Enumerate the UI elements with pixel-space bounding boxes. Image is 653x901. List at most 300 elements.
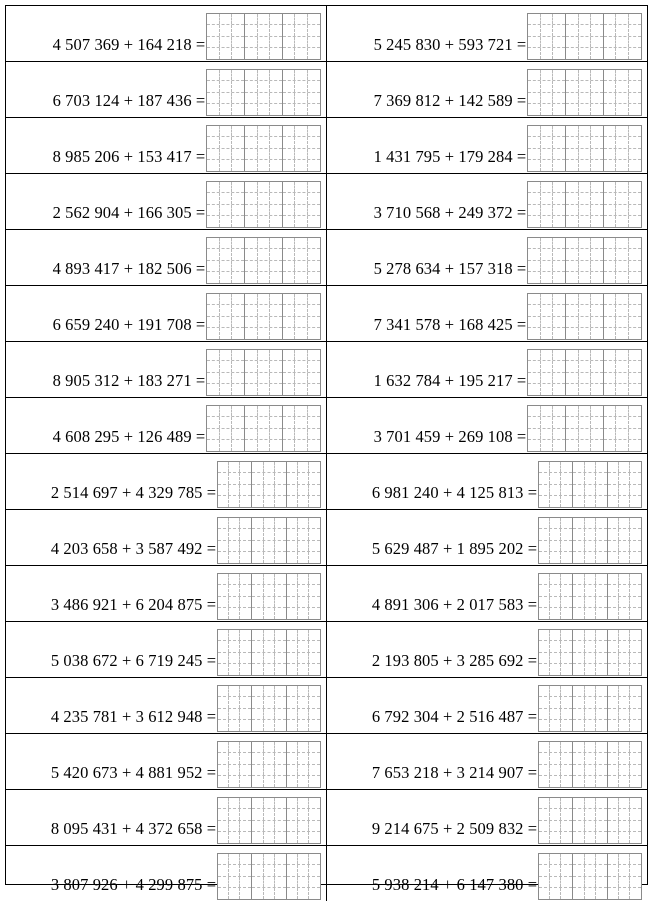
answer-grid-cell[interactable] (573, 753, 584, 764)
answer-grid-cell[interactable] (295, 417, 307, 428)
answer-grid-cell[interactable] (298, 641, 309, 652)
answer-grid-cell[interactable] (287, 641, 298, 652)
answer-grid-cell[interactable] (591, 182, 603, 193)
answer-grid-cell[interactable] (553, 429, 565, 440)
answer-grid-cell[interactable] (541, 361, 553, 372)
answer-grid-cell[interactable] (579, 182, 591, 193)
answer-grid-cell[interactable] (298, 686, 309, 697)
answer-grid-cell[interactable] (258, 350, 270, 361)
answer-grid-cell[interactable] (270, 182, 282, 193)
answer-grid-cell[interactable] (585, 653, 596, 664)
answer-grid-cell[interactable] (608, 462, 619, 473)
answer-grid-cell[interactable] (541, 373, 553, 384)
answer-grid-cell[interactable] (629, 373, 641, 384)
answer-grid-cell[interactable] (561, 765, 572, 776)
answer-grid-cell[interactable] (283, 361, 295, 372)
answer-grid-cell[interactable] (240, 765, 251, 776)
answer-grid-cell[interactable] (616, 14, 628, 25)
answer-grid-cell[interactable] (619, 608, 630, 619)
answer-grid-cell[interactable] (541, 193, 553, 204)
answer-grid-cell[interactable] (298, 552, 309, 563)
answer-grid-cell[interactable] (218, 653, 229, 664)
answer-grid-cell[interactable] (287, 529, 298, 540)
answer-grid-cell[interactable] (585, 832, 596, 843)
answer-grid-cell[interactable] (550, 597, 561, 608)
answer-grid-cell[interactable] (539, 776, 550, 787)
answer-grid-cell[interactable] (573, 552, 584, 563)
answer-grid-cell[interactable] (232, 182, 244, 193)
answer-grid-cell[interactable] (295, 272, 307, 283)
answer-grid-cell[interactable] (604, 417, 616, 428)
answer-grid-cell[interactable] (207, 70, 219, 81)
answer-grid-cell[interactable] (275, 496, 286, 507)
answer-grid-cell[interactable] (298, 541, 309, 552)
answer-grid-cell[interactable] (541, 149, 553, 160)
answer-grid-cell[interactable] (232, 305, 244, 316)
answer-grid-cell[interactable] (566, 261, 578, 272)
answer-grid-cell[interactable] (629, 328, 641, 339)
answer-grid-cell[interactable] (604, 373, 616, 384)
answer-grid-cell[interactable] (308, 14, 320, 25)
answer-grid-cell[interactable] (630, 865, 641, 876)
answer-grid-cell[interactable] (604, 317, 616, 328)
answer-grid-cell[interactable] (270, 406, 282, 417)
answer-grid-cell[interactable] (550, 529, 561, 540)
answer-grid-cell[interactable] (270, 249, 282, 260)
answer-grid-cell[interactable] (619, 697, 630, 708)
answer-grid-cell[interactable] (232, 126, 244, 137)
answer-grid-cell[interactable] (264, 753, 275, 764)
answer-grid-cell[interactable] (591, 14, 603, 25)
answer-grid-cell[interactable] (275, 664, 286, 675)
answer-grid-cell[interactable] (604, 70, 616, 81)
answer-grid-cell[interactable] (591, 48, 603, 59)
answer-grid-cell[interactable] (295, 373, 307, 384)
answer-grid-cell[interactable] (245, 182, 257, 193)
answer-grid-cell[interactable] (283, 93, 295, 104)
answer-grid-cell[interactable] (579, 126, 591, 137)
answer-grid-cell[interactable] (550, 630, 561, 641)
answer-grid-cell[interactable] (585, 865, 596, 876)
answer-grid-cell[interactable] (283, 25, 295, 36)
answer-grid-cell[interactable] (245, 205, 257, 216)
answer-grid-cell[interactable] (604, 440, 616, 451)
answer-grid-cell[interactable] (245, 193, 257, 204)
answer-grid-cell[interactable] (252, 574, 263, 585)
answer-grid-cell[interactable] (245, 104, 257, 115)
answer-grid-cell[interactable] (579, 294, 591, 305)
answer-grid-cell[interactable] (619, 496, 630, 507)
answer-grid-cell[interactable] (245, 272, 257, 283)
answer-grid-cell[interactable] (616, 384, 628, 395)
answer-grid-cell[interactable] (264, 720, 275, 731)
answer-grid-cell[interactable] (298, 877, 309, 888)
answer-grid-cell[interactable] (232, 317, 244, 328)
answer-grid-cell[interactable] (218, 832, 229, 843)
answer-grid-cell[interactable] (207, 272, 219, 283)
answer-grid-cell[interactable] (298, 697, 309, 708)
answer-grid-cell[interactable] (604, 149, 616, 160)
answer-grid-cell[interactable] (550, 664, 561, 675)
answer-grid-cell[interactable] (240, 597, 251, 608)
answer-grid-cell[interactable] (553, 440, 565, 451)
answer-grid-cell[interactable] (566, 93, 578, 104)
answer-grid-cell[interactable] (629, 429, 641, 440)
answer-grid-cell[interactable] (270, 272, 282, 283)
answer-grid-cell[interactable] (619, 821, 630, 832)
answer-grid-cell[interactable] (218, 888, 229, 899)
answer-grid-cell[interactable] (579, 104, 591, 115)
answer-grid-cell[interactable] (604, 182, 616, 193)
answer-grid-cell[interactable] (220, 261, 232, 272)
answer-grid-cell[interactable] (561, 854, 572, 865)
answer-grid-cell[interactable] (252, 798, 263, 809)
answer-grid-cell[interactable] (283, 294, 295, 305)
answer-grid-cell[interactable] (596, 529, 607, 540)
answer-grid-cell[interactable] (298, 664, 309, 675)
answer-grid-cell[interactable] (573, 664, 584, 675)
answer-grid-cell[interactable] (608, 877, 619, 888)
answer-grid-cell[interactable] (566, 14, 578, 25)
answer-grid-cell[interactable] (566, 149, 578, 160)
answer-grid-cell[interactable] (207, 317, 219, 328)
answer-grid-cell[interactable] (258, 104, 270, 115)
answer-grid-cell[interactable] (616, 305, 628, 316)
answer-grid-cell[interactable] (270, 261, 282, 272)
answer-grid-cell[interactable] (240, 888, 251, 899)
answer-grid-cell[interactable] (528, 305, 540, 316)
answer-grid-cell[interactable] (629, 361, 641, 372)
answer-grid-cell[interactable] (218, 776, 229, 787)
answer-grid-cell[interactable] (218, 585, 229, 596)
answer-grid-cell[interactable] (270, 361, 282, 372)
answer-grid-cell[interactable] (629, 317, 641, 328)
answer-grid-cell[interactable] (539, 529, 550, 540)
answer-grid-cell[interactable] (596, 697, 607, 708)
answer-grid-cell[interactable] (630, 518, 641, 529)
answer-grid-cell[interactable] (573, 765, 584, 776)
answer-grid-cell[interactable] (298, 585, 309, 596)
answer-grid-cell[interactable] (550, 877, 561, 888)
answer-grid-cell[interactable] (287, 809, 298, 820)
answer-grid-cell[interactable] (619, 462, 630, 473)
answer-grid-cell[interactable] (573, 518, 584, 529)
answer-grid-cell[interactable] (619, 753, 630, 764)
answer-grid-cell[interactable] (566, 37, 578, 48)
answer-grid-cell[interactable] (245, 81, 257, 92)
answer-grid-cell[interactable] (275, 720, 286, 731)
answer-grid-cell[interactable] (591, 350, 603, 361)
answer-grid-cell[interactable] (553, 361, 565, 372)
answer-grid-cell[interactable] (207, 182, 219, 193)
answer-grid[interactable] (217, 685, 321, 732)
answer-grid-cell[interactable] (604, 137, 616, 148)
answer-grid-cell[interactable] (220, 25, 232, 36)
answer-grid-cell[interactable] (264, 664, 275, 675)
answer-grid-cell[interactable] (619, 765, 630, 776)
answer-grid-cell[interactable] (240, 653, 251, 664)
answer-grid-cell[interactable] (298, 462, 309, 473)
answer-grid-cell[interactable] (220, 14, 232, 25)
answer-grid-cell[interactable] (604, 238, 616, 249)
answer-grid-cell[interactable] (608, 664, 619, 675)
answer-grid-cell[interactable] (295, 149, 307, 160)
answer-grid-cell[interactable] (270, 81, 282, 92)
answer-grid-cell[interactable] (596, 518, 607, 529)
answer-grid-cell[interactable] (596, 720, 607, 731)
answer-grid-cell[interactable] (539, 832, 550, 843)
answer-grid-cell[interactable] (287, 765, 298, 776)
answer-grid-cell[interactable] (604, 160, 616, 171)
answer-grid-cell[interactable] (245, 126, 257, 137)
answer-grid-cell[interactable] (258, 361, 270, 372)
answer-grid-cell[interactable] (232, 137, 244, 148)
answer-grid-cell[interactable] (220, 238, 232, 249)
answer-grid-cell[interactable] (287, 630, 298, 641)
answer-grid-cell[interactable] (528, 160, 540, 171)
answer-grid-cell[interactable] (275, 877, 286, 888)
answer-grid-cell[interactable] (629, 93, 641, 104)
answer-grid-cell[interactable] (528, 440, 540, 451)
answer-grid-cell[interactable] (579, 406, 591, 417)
answer-grid-cell[interactable] (295, 305, 307, 316)
answer-grid-cell[interactable] (298, 888, 309, 899)
answer-grid-cell[interactable] (258, 14, 270, 25)
answer-grid-cell[interactable] (566, 182, 578, 193)
answer-grid-cell[interactable] (308, 361, 320, 372)
answer-grid-cell[interactable] (591, 104, 603, 115)
answer-grid-cell[interactable] (283, 350, 295, 361)
answer-grid-cell[interactable] (608, 608, 619, 619)
answer-grid-cell[interactable] (308, 25, 320, 36)
answer-grid-cell[interactable] (585, 697, 596, 708)
answer-grid-cell[interactable] (553, 182, 565, 193)
answer-grid-cell[interactable] (561, 686, 572, 697)
answer-grid-cell[interactable] (252, 753, 263, 764)
answer-grid-cell[interactable] (573, 776, 584, 787)
answer-grid-cell[interactable] (561, 552, 572, 563)
answer-grid-cell[interactable] (240, 821, 251, 832)
answer-grid-cell[interactable] (218, 798, 229, 809)
answer-grid-cell[interactable] (232, 350, 244, 361)
answer-grid-cell[interactable] (579, 317, 591, 328)
answer-grid-cell[interactable] (295, 48, 307, 59)
answer-grid-cell[interactable] (561, 653, 572, 664)
answer-grid-cell[interactable] (229, 653, 240, 664)
answer-grid-cell[interactable] (528, 81, 540, 92)
answer-grid-cell[interactable] (591, 81, 603, 92)
answer-grid[interactable] (538, 797, 642, 844)
answer-grid-cell[interactable] (240, 742, 251, 753)
answer-grid-cell[interactable] (619, 877, 630, 888)
answer-grid-cell[interactable] (573, 541, 584, 552)
answer-grid[interactable] (206, 125, 321, 172)
answer-grid-cell[interactable] (218, 720, 229, 731)
answer-grid-cell[interactable] (252, 697, 263, 708)
answer-grid-cell[interactable] (270, 440, 282, 451)
answer-grid-cell[interactable] (298, 720, 309, 731)
answer-grid-cell[interactable] (629, 294, 641, 305)
answer-grid-cell[interactable] (287, 888, 298, 899)
answer-grid-cell[interactable] (287, 574, 298, 585)
answer-grid-cell[interactable] (585, 630, 596, 641)
answer-grid-cell[interactable] (566, 429, 578, 440)
answer-grid-cell[interactable] (270, 160, 282, 171)
answer-grid-cell[interactable] (616, 272, 628, 283)
answer-grid-cell[interactable] (616, 238, 628, 249)
answer-grid[interactable] (538, 685, 642, 732)
answer-grid-cell[interactable] (541, 429, 553, 440)
answer-grid-cell[interactable] (264, 877, 275, 888)
answer-grid-cell[interactable] (566, 361, 578, 372)
answer-grid-cell[interactable] (245, 216, 257, 227)
answer-grid-cell[interactable] (553, 384, 565, 395)
answer-grid-cell[interactable] (579, 193, 591, 204)
answer-grid-cell[interactable] (308, 373, 320, 384)
answer-grid-cell[interactable] (252, 720, 263, 731)
answer-grid-cell[interactable] (561, 809, 572, 820)
answer-grid-cell[interactable] (258, 193, 270, 204)
answer-grid-cell[interactable] (616, 81, 628, 92)
answer-grid-cell[interactable] (275, 541, 286, 552)
answer-grid-cell[interactable] (528, 205, 540, 216)
answer-grid-cell[interactable] (270, 205, 282, 216)
answer-grid-cell[interactable] (604, 305, 616, 316)
answer-grid-cell[interactable] (207, 48, 219, 59)
answer-grid-cell[interactable] (245, 361, 257, 372)
answer-grid-cell[interactable] (596, 798, 607, 809)
answer-grid-cell[interactable] (630, 709, 641, 720)
answer-grid-cell[interactable] (283, 216, 295, 227)
answer-grid-cell[interactable] (252, 765, 263, 776)
answer-grid-cell[interactable] (596, 574, 607, 585)
answer-grid-cell[interactable] (308, 328, 320, 339)
answer-grid-cell[interactable] (616, 37, 628, 48)
answer-grid[interactable] (206, 349, 321, 396)
answer-grid-cell[interactable] (232, 373, 244, 384)
answer-grid-cell[interactable] (629, 216, 641, 227)
answer-grid-cell[interactable] (561, 585, 572, 596)
answer-grid-cell[interactable] (240, 485, 251, 496)
answer-grid-cell[interactable] (579, 261, 591, 272)
answer-grid-cell[interactable] (245, 406, 257, 417)
answer-grid-cell[interactable] (264, 821, 275, 832)
answer-grid-cell[interactable] (229, 529, 240, 540)
answer-grid-cell[interactable] (220, 160, 232, 171)
answer-grid-cell[interactable] (258, 160, 270, 171)
answer-grid-cell[interactable] (585, 742, 596, 753)
answer-grid-cell[interactable] (541, 417, 553, 428)
answer-grid-cell[interactable] (252, 541, 263, 552)
answer-grid-cell[interactable] (232, 440, 244, 451)
answer-grid-cell[interactable] (245, 149, 257, 160)
answer-grid-cell[interactable] (245, 350, 257, 361)
answer-grid-cell[interactable] (264, 496, 275, 507)
answer-grid-cell[interactable] (308, 149, 320, 160)
answer-grid-cell[interactable] (604, 272, 616, 283)
answer-grid-cell[interactable] (295, 328, 307, 339)
answer-grid[interactable] (527, 181, 642, 228)
answer-grid-cell[interactable] (229, 753, 240, 764)
answer-grid-cell[interactable] (264, 709, 275, 720)
answer-grid-cell[interactable] (207, 350, 219, 361)
answer-grid-cell[interactable] (579, 350, 591, 361)
answer-grid-cell[interactable] (579, 160, 591, 171)
answer-grid-cell[interactable] (218, 709, 229, 720)
answer-grid-cell[interactable] (528, 14, 540, 25)
answer-grid-cell[interactable] (616, 417, 628, 428)
answer-grid-cell[interactable] (539, 877, 550, 888)
answer-grid-cell[interactable] (596, 552, 607, 563)
answer-grid-cell[interactable] (616, 294, 628, 305)
answer-grid-cell[interactable] (591, 137, 603, 148)
answer-grid-cell[interactable] (309, 877, 320, 888)
answer-grid-cell[interactable] (207, 249, 219, 260)
answer-grid-cell[interactable] (608, 720, 619, 731)
answer-grid-cell[interactable] (616, 406, 628, 417)
answer-grid-cell[interactable] (287, 608, 298, 619)
answer-grid-cell[interactable] (616, 249, 628, 260)
answer-grid-cell[interactable] (240, 877, 251, 888)
answer-grid-cell[interactable] (585, 821, 596, 832)
answer-grid-cell[interactable] (585, 888, 596, 899)
answer-grid-cell[interactable] (283, 429, 295, 440)
answer-grid-cell[interactable] (629, 205, 641, 216)
answer-grid-cell[interactable] (553, 350, 565, 361)
answer-grid-cell[interactable] (252, 485, 263, 496)
answer-grid-cell[interactable] (287, 462, 298, 473)
answer-grid-cell[interactable] (608, 888, 619, 899)
answer-grid-cell[interactable] (245, 317, 257, 328)
answer-grid-cell[interactable] (295, 261, 307, 272)
answer-grid[interactable] (206, 237, 321, 284)
answer-grid-cell[interactable] (541, 216, 553, 227)
answer-grid-cell[interactable] (298, 709, 309, 720)
answer-grid-cell[interactable] (573, 821, 584, 832)
answer-grid-cell[interactable] (218, 641, 229, 652)
answer-grid-cell[interactable] (591, 440, 603, 451)
answer-grid-cell[interactable] (270, 137, 282, 148)
answer-grid-cell[interactable] (566, 48, 578, 59)
answer-grid-cell[interactable] (550, 809, 561, 820)
answer-grid-cell[interactable] (308, 216, 320, 227)
answer-grid-cell[interactable] (629, 104, 641, 115)
answer-grid-cell[interactable] (585, 641, 596, 652)
answer-grid-cell[interactable] (591, 193, 603, 204)
answer-grid-cell[interactable] (604, 126, 616, 137)
answer-grid[interactable] (538, 629, 642, 676)
answer-grid-cell[interactable] (270, 126, 282, 137)
answer-grid-cell[interactable] (541, 25, 553, 36)
answer-grid-cell[interactable] (207, 429, 219, 440)
answer-grid-cell[interactable] (630, 809, 641, 820)
answer-grid-cell[interactable] (591, 317, 603, 328)
answer-grid-cell[interactable] (232, 193, 244, 204)
answer-grid-cell[interactable] (619, 641, 630, 652)
answer-grid-cell[interactable] (298, 753, 309, 764)
answer-grid-cell[interactable] (553, 317, 565, 328)
answer-grid-cell[interactable] (561, 832, 572, 843)
answer-grid-cell[interactable] (298, 742, 309, 753)
answer-grid-cell[interactable] (539, 865, 550, 876)
answer-grid-cell[interactable] (264, 630, 275, 641)
answer-grid-cell[interactable] (561, 608, 572, 619)
answer-grid-cell[interactable] (207, 126, 219, 137)
answer-grid-cell[interactable] (287, 585, 298, 596)
answer-grid-cell[interactable] (220, 440, 232, 451)
answer-grid-cell[interactable] (539, 462, 550, 473)
answer-grid-cell[interactable] (528, 272, 540, 283)
